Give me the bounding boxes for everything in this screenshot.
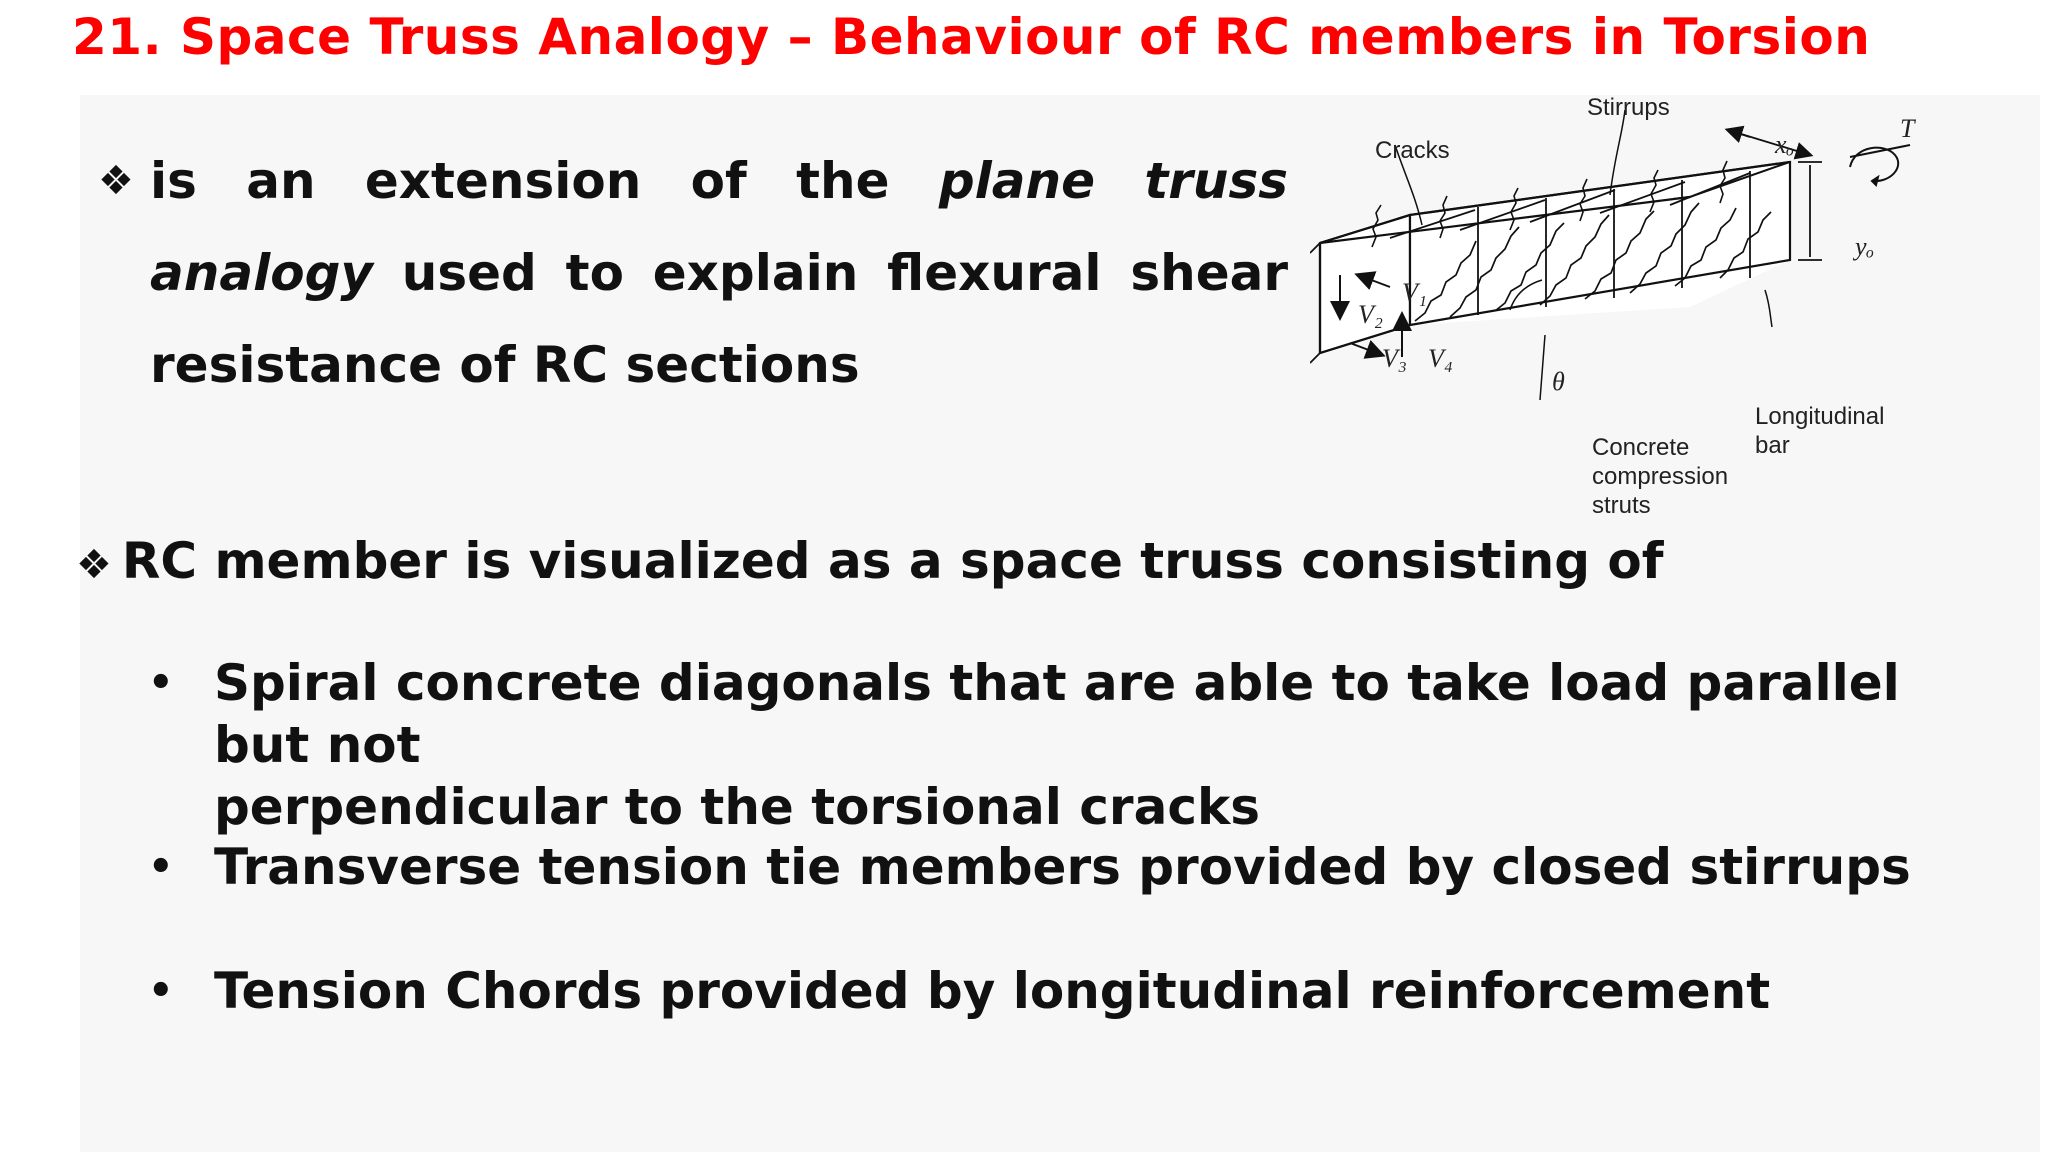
label-compression: compression xyxy=(1592,463,1729,490)
label-v1: V₁ xyxy=(1402,278,1427,307)
sub-item-text: Transverse tension tie members provided by closed stirrups xyxy=(214,838,1911,896)
bullet-space-truss xyxy=(76,528,1664,598)
slide-title: 21. Space Truss Analogy – Behaviour of RC members in Torsion xyxy=(72,8,1871,66)
dot-bullet-icon: • xyxy=(148,968,174,1014)
bullet-space-truss-text: RC member is visualized as a space truss consisting of xyxy=(121,532,1664,590)
dot-bullet-icon: • xyxy=(148,844,174,890)
end-section xyxy=(1310,243,1320,363)
label-theta: θ xyxy=(1552,367,1565,396)
label-xo: xₒ xyxy=(1775,130,1794,159)
label-concrete: Concrete xyxy=(1592,434,1690,461)
label-bar: bar xyxy=(1755,432,1790,459)
bullet-extension-text xyxy=(150,135,1288,411)
space-truss-diagram xyxy=(1310,85,2010,530)
sub-item-text: Tension Chords provided by longitudinal reinforcement xyxy=(214,962,1771,1020)
label-stirrups: Stirrups xyxy=(1587,94,1670,121)
bullet-extension-text-end: used to explain flexural shear resistance of RC sections xyxy=(150,244,1288,394)
label-cracks: Cracks xyxy=(1375,137,1450,164)
sub-item-text: Spiral concrete diagonals that are able to take load parallel but not xyxy=(214,654,1900,774)
sub-item-stirrups xyxy=(148,836,1948,898)
label-struts: struts xyxy=(1592,492,1651,519)
label-v2: V₂ xyxy=(1358,300,1383,329)
label-v3: V₃ xyxy=(1382,344,1407,373)
sub-item-text-continued: perpendicular to the torsional cracks xyxy=(214,778,1260,836)
yo-dimension xyxy=(1798,162,1822,260)
bullet-extension-italic: plane truss analogy xyxy=(150,152,1288,302)
sub-item-tension-chords xyxy=(148,960,1948,1022)
label-longitudinal: Longitudinal xyxy=(1755,403,1885,430)
torque-symbol xyxy=(1850,145,1910,185)
bullet-extension-text-start: is an extension of the xyxy=(150,152,939,210)
sub-item-spiral-diagonals xyxy=(148,652,1948,838)
bullet-extension xyxy=(98,135,1288,411)
label-yo: yₒ xyxy=(1855,232,1874,261)
space-truss-figure xyxy=(1310,85,2010,530)
dot-bullet-icon: • xyxy=(148,660,174,706)
diamond-bullet-icon: ❖ xyxy=(76,542,112,588)
beam-outline xyxy=(1320,162,1790,353)
diamond-bullet-icon: ❖ xyxy=(98,158,134,204)
label-torque: T xyxy=(1900,114,1915,143)
label-v4: V₄ xyxy=(1428,344,1453,373)
